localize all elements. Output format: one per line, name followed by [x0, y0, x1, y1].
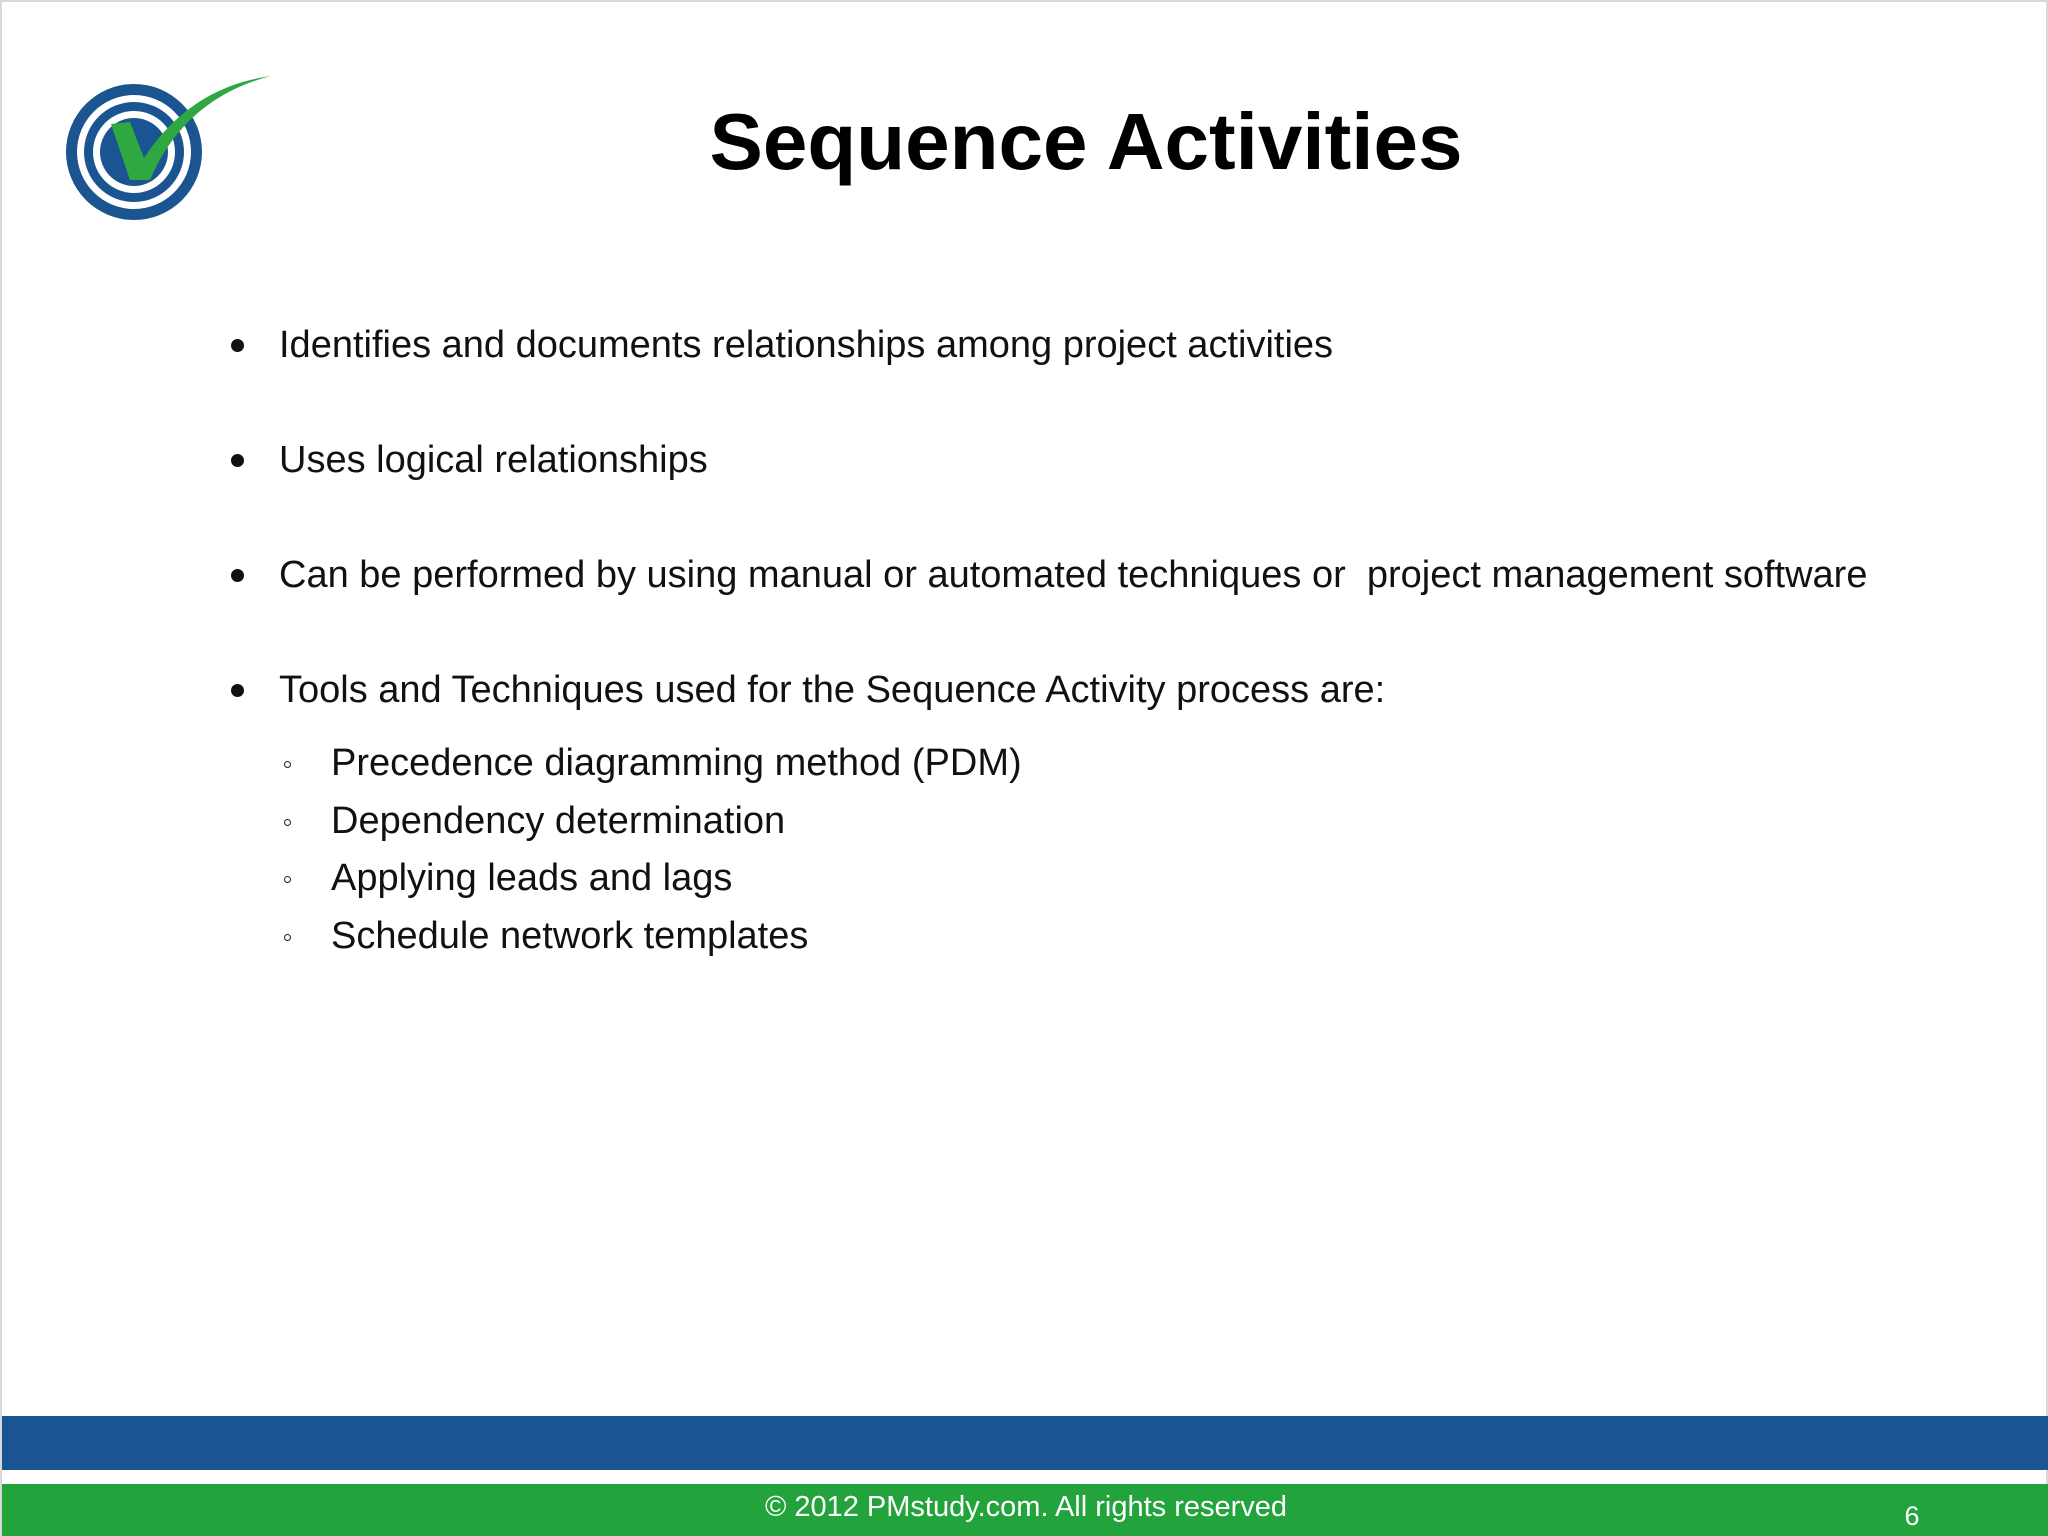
sub-bullet-item — [279, 735, 2017, 793]
bullet-list — [227, 320, 2017, 1030]
footer-copyright: © 2012 PMstudy.com. All rights reserved — [764, 1491, 1288, 1523]
sub-bullet-item — [279, 793, 2017, 851]
bullet-text: Identifies and documents relationships among project activities — [279, 324, 1334, 366]
sub-bullet-item — [279, 908, 2017, 966]
sub-bullet-text: Schedule network templates — [331, 914, 809, 957]
bullet-text: Can be performed by using manual or automated techniques or project management software — [279, 554, 1868, 596]
bullet-dot-icon — [231, 569, 244, 582]
sub-bullet-item — [279, 850, 2017, 908]
bullet-dot-icon — [231, 339, 244, 352]
bullet-item — [227, 320, 2017, 370]
bullet-text: Uses logical relationships — [279, 439, 708, 481]
bullet-dot-icon — [231, 684, 244, 697]
sub-bullet-ring-icon — [284, 761, 291, 768]
sub-bullet-ring-icon — [284, 934, 291, 941]
slide-title: Sequence Activities — [709, 97, 1463, 186]
sub-bullet-text: Applying leads and lags — [331, 857, 733, 899]
sub-bullet-text: Dependency determination — [331, 799, 786, 842]
bullet-dot-icon — [231, 454, 244, 467]
bullet-item — [227, 435, 2017, 485]
bullet-item — [227, 665, 2017, 965]
footer-blue-band — [2, 1416, 2048, 1470]
sub-bullet-list — [279, 735, 2017, 965]
sub-bullet-text: Precedence diagramming method (PDM) — [331, 742, 1022, 784]
sub-bullet-ring-icon — [284, 819, 291, 826]
page-number: 6 — [1904, 1501, 1920, 1531]
bullet-item — [227, 550, 2017, 600]
bullet-text: Tools and Techniques used for the Sequence Activity process are: — [279, 669, 1386, 711]
sub-bullet-ring-icon — [284, 876, 291, 883]
